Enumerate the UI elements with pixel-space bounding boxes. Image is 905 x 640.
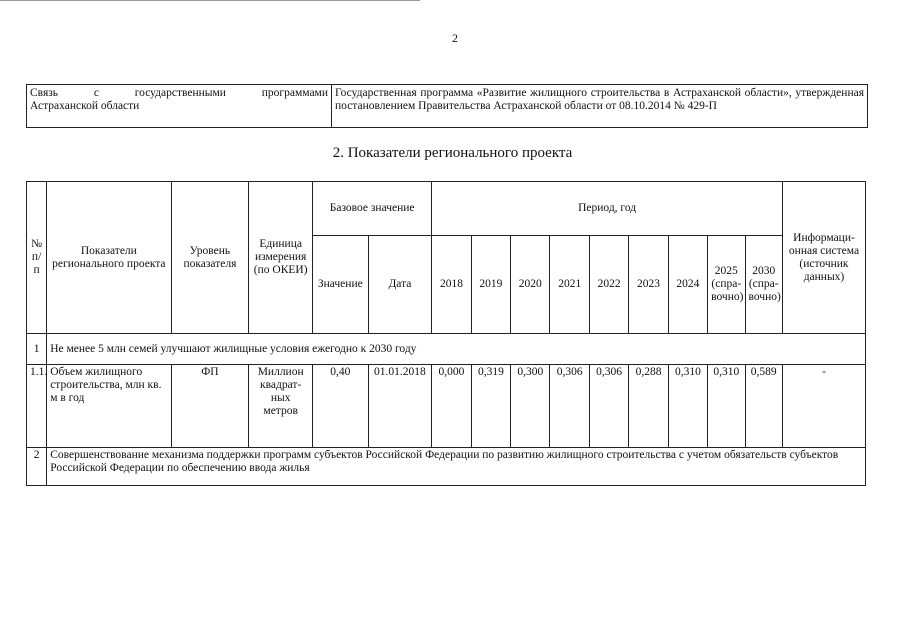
top-rule — [0, 0, 420, 1]
links-label-line2: Астраханской области — [30, 100, 140, 112]
row-base-value: 0,40 — [313, 365, 369, 448]
row-value: 0,310 — [708, 365, 745, 448]
links-value-cell: Государственная программа «Развитие жилищного строительства в Астраханской области», утвержденная постановлением Правительства Астраханской области от 08.10.2014 № 429-П — [332, 85, 868, 128]
header-period: Период, год — [432, 182, 783, 236]
row-indicator: Объем жилищного строительства, млн кв. м в год — [47, 365, 171, 448]
row-value: 0,000 — [432, 365, 471, 448]
header-year: 2022 — [589, 236, 628, 334]
section-title: 2. Показатели регионального проекта — [332, 145, 573, 161]
header-info: Информаци-онная система (источник данных) — [782, 182, 865, 334]
header-level: Уровень показателя — [171, 182, 249, 334]
section-text: Не менее 5 млн семей улучшают жилищные условия ежегодно к 2030 году — [47, 334, 866, 365]
header-base: Базовое значение — [313, 182, 432, 236]
header-year: 2019 — [471, 236, 510, 334]
header-year: 2023 — [629, 236, 668, 334]
row-level: ФП — [171, 365, 249, 448]
header-year: 2030 (спра-вочно) — [745, 236, 782, 334]
row-info: - — [782, 365, 865, 448]
row-value: 0,306 — [550, 365, 589, 448]
header-base-value: Значение — [313, 236, 369, 334]
row-value: 0,306 — [589, 365, 628, 448]
section-num: 2 — [27, 448, 47, 486]
header-year: 2021 — [550, 236, 589, 334]
indicators-table — [26, 181, 866, 486]
section-row — [27, 448, 866, 486]
row-value: 0,310 — [668, 365, 707, 448]
row-num: 1.1. — [27, 365, 47, 448]
section-text: Совершенствование механизма поддержки программ субъектов Российской Федерации по развитию жилищного строительства с учетом обязательств субъектов Российской Федерации по обеспечению ввода жилья — [47, 448, 866, 486]
header-year: 2025 (спра-вочно) — [708, 236, 745, 334]
table-row — [27, 365, 866, 448]
page-number: 2 — [452, 31, 458, 45]
section-row — [27, 334, 866, 365]
row-base-date: 01.01.2018 — [368, 365, 432, 448]
header-unit: Единица измерения (по ОКЕИ) — [249, 182, 313, 334]
header-year: 2020 — [511, 236, 550, 334]
row-value: 0,589 — [745, 365, 782, 448]
state-programs-link-table — [26, 84, 868, 128]
links-label-line1: Связь с государственными программами — [30, 87, 328, 99]
header-base-date: Дата — [368, 236, 432, 334]
row-value: 0,300 — [511, 365, 550, 448]
header-indicator: Показатели регионального проекта — [47, 182, 171, 334]
header-year: 2018 — [432, 236, 471, 334]
row-value: 0,319 — [471, 365, 510, 448]
header-num: № п/п — [27, 182, 47, 334]
section-num: 1 — [27, 334, 47, 365]
header-year: 2024 — [668, 236, 707, 334]
row-value: 0,288 — [629, 365, 668, 448]
row-unit: Миллион квадрат-ных метров — [249, 365, 313, 448]
links-label-cell — [27, 85, 332, 128]
